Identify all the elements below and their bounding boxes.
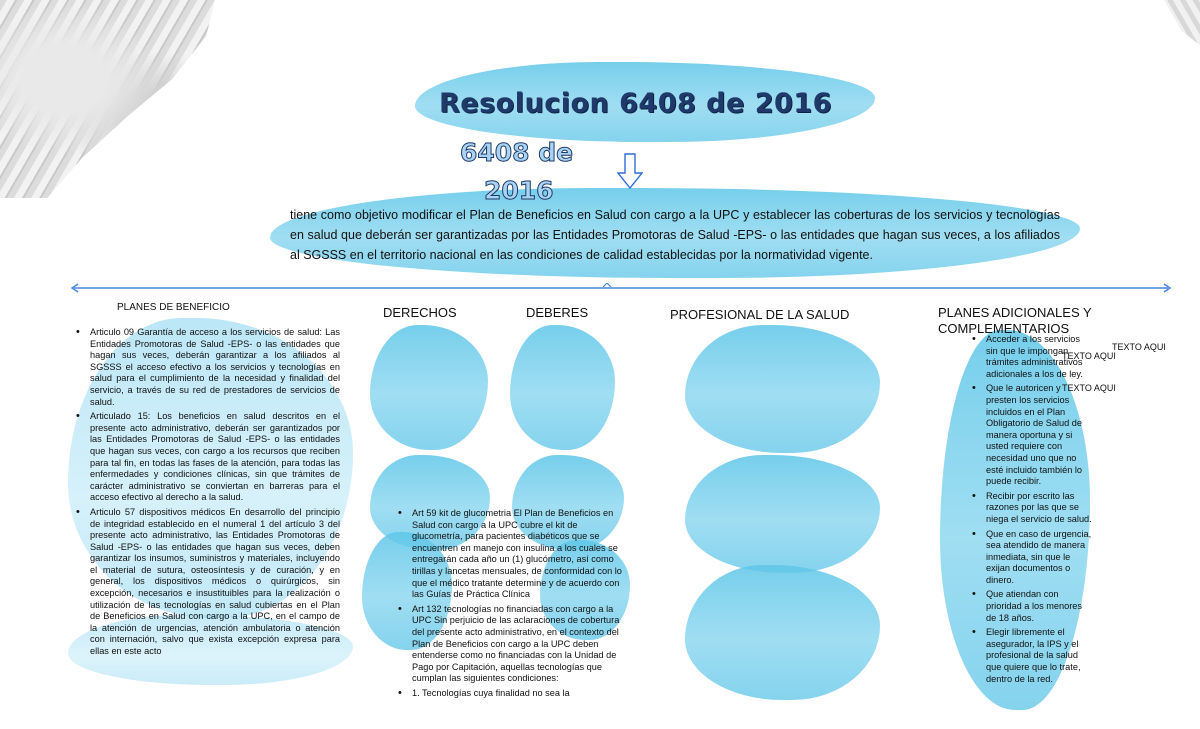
list-item: • Elegir libremente el asegurador, la IPS y el profesional de la salud que quiere que lo trate, dentro de la red. [972,627,1092,684]
list-item: • 1. Tecnologías cuya finalidad no sea la [398,688,624,700]
heading-planes-adicionales: PLANES ADICIONALES Y COMPLEMENTARIOS [938,305,1092,336]
list-item: • Art 59 kit de glucometria El Plan de Beneficios en Salud con cargo a la UPC cubre el kit de glucometría, para pacientes diabéticos que se encuentren en manejo con insulina a los cuales se entregarán cada año un (1) glucómetro, así como tirillas y lancetas mensuales, de conformidad con lo que el médico tratante determine y de acuerdo con las Guías de Práctica Clínica [398,508,624,601]
list-item: • Art 132 tecnologías no financiadas con cargo a la UPC Sin perjuicio de las aclaraciones de cobertura del presente acto administrativo, en el contexto del Plan de Beneficios con cargo a la UPC deben entenderse como no financiadas con la Unidad de Pago por Capitación, aquellas tecnologías que cumplan las siguientes condiciones: [398,604,624,685]
list-item: • Articulado 15: Los beneficios en salud descritos en el presente acto administrativo, deberán ser garantizados por las Entidades Promotoras de Salud -EPS- o las entidades que hagan sus veces, con cargo a los recursos que reciben para tal fin, en todas las fases de la atención, para todas las enfermedades y condiciones clínicas, sin que trámites de carácter administrativo se conviertan en barreras para el acceso efectivo al derecho a la salud. [76,411,340,504]
list-item: • Articulo 57 dispositivos médicos En desarrollo del principio de integridad establecido en el numeral 1 del artículo 3 del presente acto administrativo, las Entidades Promotoras de Salud -EPS- o las entidades que hagan sus veces, deben garantizar los insumos, suministros y materiales, incluyendo el material de sutura, osteosíntesis y de curación, y en general, los dispositivos médicos o quirúrgicos, sin excepción, necesarios e insustituibles para la realización o utilización de las tecnologías en salud cubiertas en el Plan de Beneficios en Salud con cargo a la UPC, en el campo de la atención de urgencias, atención ambulatoria o atención con internación, salvo que exista excepción expresa para ellas en este acto [76,507,340,658]
heading-deberes: DEBERES [526,305,589,320]
subtitle-line-2: 2016 [484,176,554,205]
down-arrow-icon [617,153,643,189]
marble-corner-top-left [0,0,215,198]
profesional-splash-1 [685,325,880,453]
planes-beneficio-list [76,327,340,683]
heading-planes-beneficio: PLANES DE BENEFICIO [117,302,230,313]
list-item: • Acceder a los servicios sin que le impongan trámites administrativos adicionales a los de ley. [972,334,1092,380]
list-item: • Articulo 09 Garantía de acceso a los servicios de salud: Las Entidades Promotoras de Salud -EPS- o las entidades que hagan sus veces, deberán garantizar a los afiliados al SGSSS el acceso efectivo a los servicios y tecnologías en salud para el cumplimiento de la necesidad y finalidad del servicio, a través de su red de prestadores de servicios de salud. [76,327,340,408]
subtitle-line-1: 6408 de [460,138,574,167]
profesional-splash-3 [685,565,880,700]
page-subtitle [460,134,600,210]
list-item: • Que en caso de urgencia, sea atendido de manera inmediata, sin que le exijan documentos o dinero. [972,529,1092,587]
heading-profesional: PROFESIONAL DE LA SALUD [670,307,850,322]
list-item: • Que le autoricen y presten los servicios incluidos en el Plan Obligatorio de Salud de manera oportuna y si usted requiere con necesidad uno que no esté incluido también lo puede recibir. [972,383,1092,487]
placeholder-text: TEXTO AQUI [1062,351,1116,361]
placeholder-text: TEXTO AQUI [1062,383,1116,393]
placeholder-text: TEXTO AQUI [1112,342,1166,352]
center-article-list [398,508,624,722]
deberes-splash-1 [510,325,615,450]
derechos-splash-1 [370,325,488,450]
page-title: Resolucion 6408 de 2016 [439,88,832,119]
profesional-splash-2 [685,455,880,573]
list-item: • Que atiendan con prioridad a los menores de 18 años. [972,589,1092,624]
objective-text: tiene como objetivo modificar el Plan de Beneficios en Salud con cargo a la UPC y establecer las coberturas de los servicios y tecnologías en salud que deberán ser garantizadas por las Entidades Promotoras de Salud -EPS- o las entidades que hagan sus veces, a los afiliados al SGSSS en el territorio nacional en las condiciones de calidad establecidas por la normatividad vigente. [290,208,1060,262]
horizontal-connector-arrow [70,283,1172,293]
heading-derechos: DERECHOS [383,305,457,320]
marble-corner-top-right [1155,0,1200,45]
list-item: • Recibir por escrito las razones por las que se niega el servicio de salud. [972,491,1092,526]
